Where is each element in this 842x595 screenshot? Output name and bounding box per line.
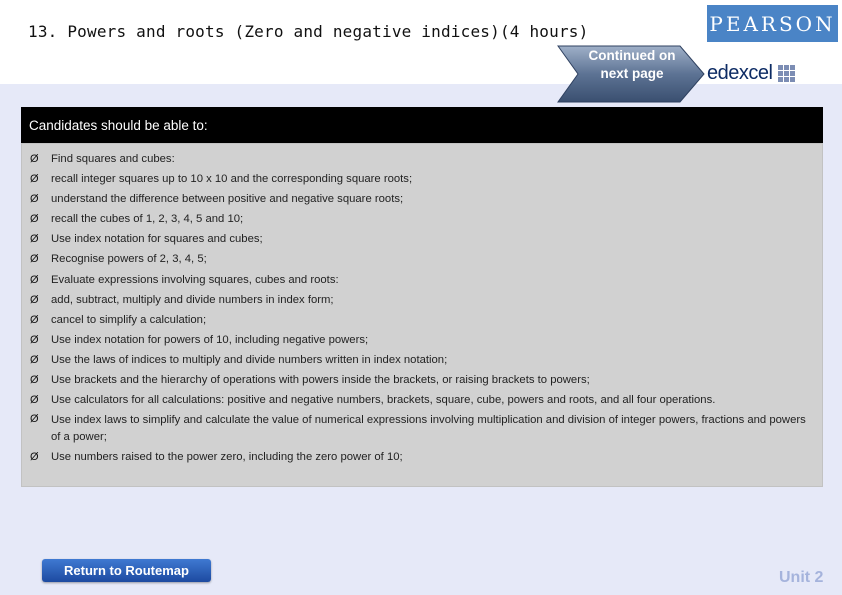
continued-next-page-button[interactable]: [556, 44, 706, 104]
edexcel-logo: [707, 60, 835, 86]
list-item: Ø Use the laws of indices to multiply and divide numbers written in index notation;: [22, 350, 822, 370]
arrow-bullet-icon: Ø: [30, 413, 39, 426]
arrow-bullet-icon: Ø: [30, 233, 39, 246]
list-item: Ø recall integer squares up to 10 x 10 and the corresponding square roots;: [22, 169, 822, 189]
continued-label: Continued on next page: [588, 48, 676, 81]
list-item: Ø Use brackets and the hierarchy of operations with powers inside the brackets, or raising brackets to powers;: [22, 370, 822, 390]
objectives-list: [22, 144, 822, 467]
list-item: Ø Use index notation for powers of 10, including negative powers;: [22, 330, 822, 350]
arrow-bullet-icon: Ø: [30, 273, 39, 286]
arrow-bullet-icon: Ø: [30, 353, 39, 366]
arrow-bullet-icon: Ø: [30, 293, 39, 306]
unit-label: Unit 2: [779, 569, 824, 586]
arrow-bullet-icon: Ø: [30, 213, 39, 226]
arrow-bullet-icon: Ø: [30, 153, 39, 165]
arrow-bullet-icon: Ø: [30, 394, 39, 407]
objectives-heading: Candidates should be able to:: [21, 107, 823, 143]
arrow-bullet-icon: Ø: [30, 173, 39, 186]
edexcel-grid-icon: [778, 65, 795, 82]
objectives-panel: [21, 143, 823, 487]
list-item: Ø Use index laws to simplify and calculate the value of numerical expressions involving multiplication and division of integer powers, fractions and powers of a power;: [30, 413, 806, 443]
page-title: 13. Powers and roots (Zero and negative indices)(4 hours): [28, 22, 589, 41]
list-item: Ø Find squares and cubes:: [22, 149, 822, 169]
list-item: Ø Use calculators for all calculations: positive and negative numbers, brackets, square, cube, powers and roots, and all four operations.: [22, 390, 822, 410]
list-item: Ø add, subtract, multiply and divide numbers in index form;: [22, 290, 822, 310]
list-item: Ø cancel to simplify a calculation;: [22, 310, 822, 330]
list-item: Ø Use index notation for squares and cubes;: [22, 229, 822, 249]
list-item: Ø recall the cubes of 1, 2, 3, 4, 5 and 10;: [22, 209, 822, 229]
arrow-bullet-icon: Ø: [30, 193, 39, 206]
arrow-bullet-icon: Ø: [30, 333, 39, 346]
list-item: Ø Use numbers raised to the power zero, including the zero power of 10;: [22, 447, 822, 467]
return-to-routemap-button[interactable]: Return to Routemap: [42, 559, 211, 582]
edexcel-wordmark: edexcel: [707, 61, 773, 84]
arrow-bullet-icon: Ø: [30, 374, 39, 387]
arrow-bullet-icon: Ø: [30, 313, 39, 326]
arrow-bullet-icon: Ø: [30, 451, 39, 464]
list-item: Ø Evaluate expressions involving squares, cubes and roots:: [22, 270, 822, 290]
list-item: Ø Recognise powers of 2, 3, 4, 5;: [22, 249, 822, 269]
arrow-bullet-icon: Ø: [30, 253, 39, 266]
list-item: Ø understand the difference between positive and negative square roots;: [22, 189, 822, 209]
pearson-logo: PEARSON: [707, 5, 838, 42]
